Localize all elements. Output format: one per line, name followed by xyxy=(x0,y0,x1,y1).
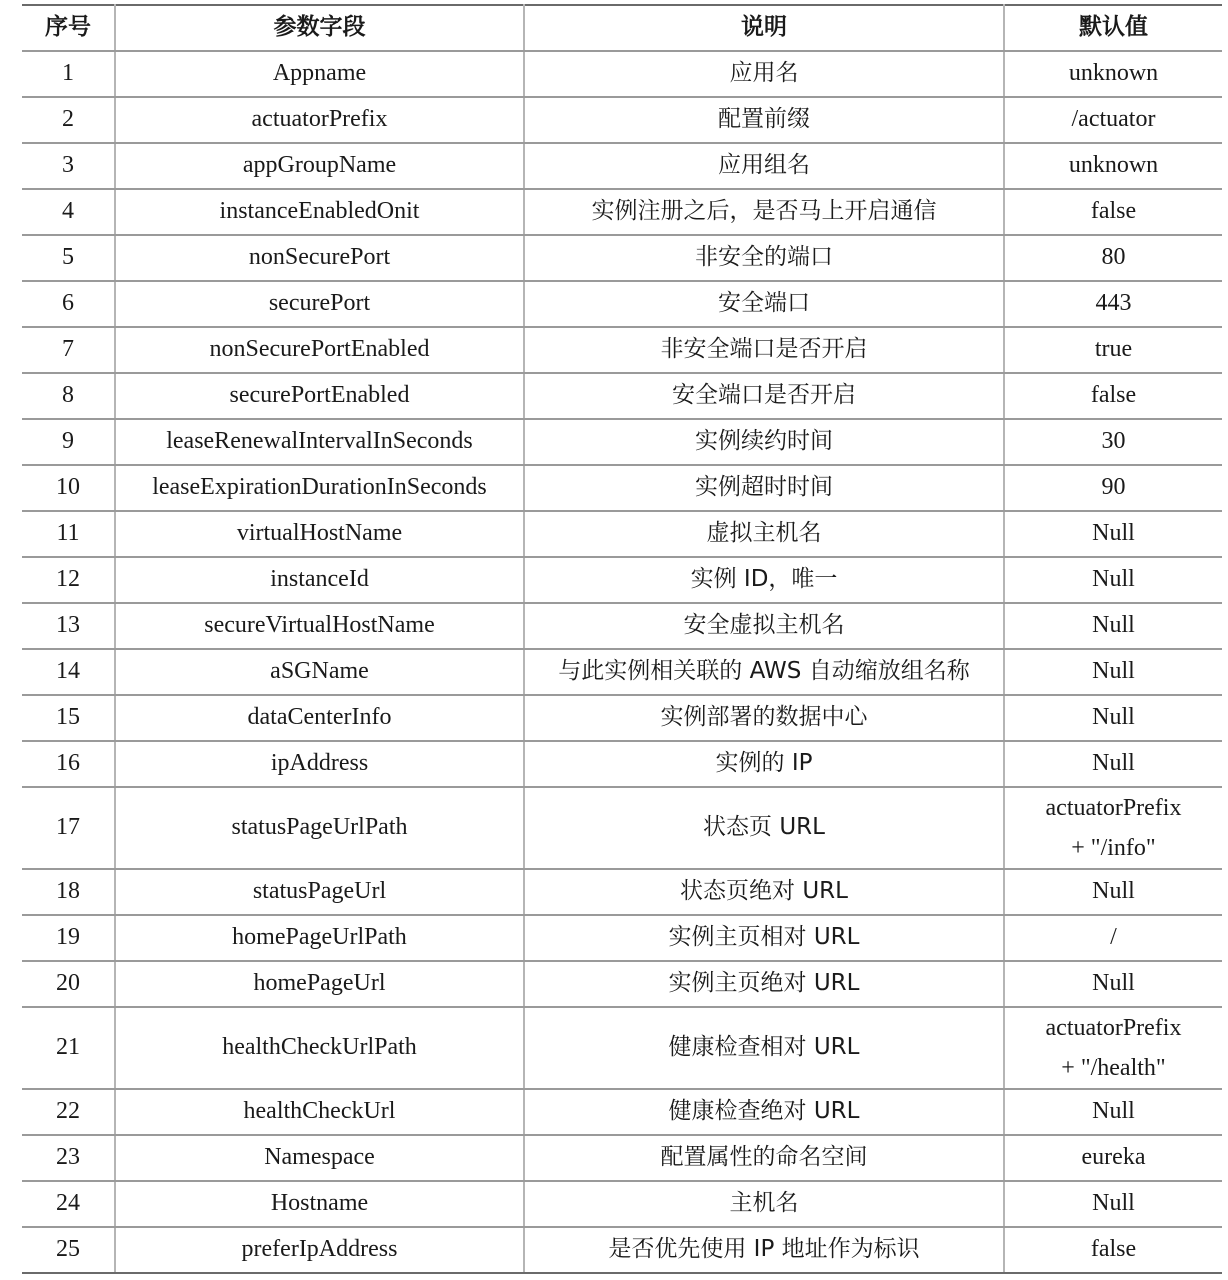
cell-param: actuatorPrefix xyxy=(115,97,524,143)
table-row xyxy=(22,787,1222,869)
cell-default: Null xyxy=(1004,511,1222,557)
cell-param: nonSecurePort xyxy=(115,235,524,281)
cell-index: 15 xyxy=(22,695,115,741)
table-row xyxy=(22,327,1222,373)
cell-param: instanceEnabledOnit xyxy=(115,189,524,235)
cell-description: 实例主页相对 URL xyxy=(524,915,1004,961)
table-row xyxy=(22,557,1222,603)
cell-index: 1 xyxy=(22,51,115,97)
cell-description: 实例的 IP xyxy=(524,741,1004,787)
cell-param: Namespace xyxy=(115,1135,524,1181)
cell-index: 16 xyxy=(22,741,115,787)
cell-index: 21 xyxy=(22,1007,115,1089)
cell-description: 配置属性的命名空间 xyxy=(524,1135,1004,1181)
parameter-table-container xyxy=(22,4,1222,1274)
cell-index: 20 xyxy=(22,961,115,1007)
cell-param: virtualHostName xyxy=(115,511,524,557)
cell-default: Null xyxy=(1004,603,1222,649)
cell-description: 应用组名 xyxy=(524,143,1004,189)
cell-index: 17 xyxy=(22,787,115,869)
cell-description: 主机名 xyxy=(524,1181,1004,1227)
cell-description: 状态页绝对 URL xyxy=(524,869,1004,915)
table-row xyxy=(22,695,1222,741)
table-row xyxy=(22,235,1222,281)
cell-index: 24 xyxy=(22,1181,115,1227)
cell-default xyxy=(1004,1007,1222,1089)
table-row xyxy=(22,511,1222,557)
cell-default-line: actuatorPrefix xyxy=(1045,1015,1182,1041)
table-row xyxy=(22,1135,1222,1181)
cell-default: Null xyxy=(1004,1181,1222,1227)
cell-index: 3 xyxy=(22,143,115,189)
cell-default xyxy=(1004,787,1222,869)
header-index: 序号 xyxy=(22,5,115,51)
cell-description: 非安全的端口 xyxy=(524,235,1004,281)
cell-default-line: + "/info" xyxy=(1071,835,1156,861)
cell-description: 虚拟主机名 xyxy=(524,511,1004,557)
cell-description: 健康检查绝对 URL xyxy=(524,1089,1004,1135)
cell-param: healthCheckUrl xyxy=(115,1089,524,1135)
cell-default: Null xyxy=(1004,961,1222,1007)
cell-default: 90 xyxy=(1004,465,1222,511)
cell-default: Null xyxy=(1004,1089,1222,1135)
cell-description: 安全端口 xyxy=(524,281,1004,327)
cell-index: 11 xyxy=(22,511,115,557)
cell-description: 与此实例相关联的 AWS 自动缩放组名称 xyxy=(524,649,1004,695)
table-row xyxy=(22,51,1222,97)
cell-description: 实例部署的数据中心 xyxy=(524,695,1004,741)
cell-default: unknown xyxy=(1004,143,1222,189)
table-row xyxy=(22,1227,1222,1273)
header-param: 参数字段 xyxy=(115,5,524,51)
table-row xyxy=(22,869,1222,915)
cell-description: 健康检查相对 URL xyxy=(524,1007,1004,1089)
cell-index: 22 xyxy=(22,1089,115,1135)
table-row xyxy=(22,465,1222,511)
cell-description: 安全虚拟主机名 xyxy=(524,603,1004,649)
cell-param: healthCheckUrlPath xyxy=(115,1007,524,1089)
cell-description: 实例注册之后，是否马上开启通信 xyxy=(524,189,1004,235)
cell-default: 30 xyxy=(1004,419,1222,465)
cell-default: Null xyxy=(1004,649,1222,695)
table-row xyxy=(22,1007,1222,1089)
cell-param: secureVirtualHostName xyxy=(115,603,524,649)
cell-description: 安全端口是否开启 xyxy=(524,373,1004,419)
cell-param: securePortEnabled xyxy=(115,373,524,419)
table-row xyxy=(22,143,1222,189)
cell-default: false xyxy=(1004,373,1222,419)
cell-index: 12 xyxy=(22,557,115,603)
cell-param: Appname xyxy=(115,51,524,97)
cell-default: / xyxy=(1004,915,1222,961)
cell-param: leaseExpirationDurationInSeconds xyxy=(115,465,524,511)
table-header-row xyxy=(22,5,1222,51)
cell-default-line: + "/health" xyxy=(1061,1055,1166,1081)
cell-default: 80 xyxy=(1004,235,1222,281)
cell-description: 实例 ID，唯一 xyxy=(524,557,1004,603)
cell-description: 实例超时时间 xyxy=(524,465,1004,511)
table-row xyxy=(22,1089,1222,1135)
cell-index: 13 xyxy=(22,603,115,649)
table-row xyxy=(22,1181,1222,1227)
cell-param: instanceId xyxy=(115,557,524,603)
cell-default: eureka xyxy=(1004,1135,1222,1181)
table-row xyxy=(22,741,1222,787)
cell-param: dataCenterInfo xyxy=(115,695,524,741)
cell-description: 非安全端口是否开启 xyxy=(524,327,1004,373)
cell-description: 状态页 URL xyxy=(524,787,1004,869)
cell-default: true xyxy=(1004,327,1222,373)
parameter-table xyxy=(22,4,1222,1274)
cell-default: false xyxy=(1004,189,1222,235)
cell-param: leaseRenewalIntervalInSeconds xyxy=(115,419,524,465)
cell-param: homePageUrl xyxy=(115,961,524,1007)
table-row xyxy=(22,97,1222,143)
cell-description: 实例主页绝对 URL xyxy=(524,961,1004,1007)
table-row xyxy=(22,915,1222,961)
table-row xyxy=(22,961,1222,1007)
cell-param: ipAddress xyxy=(115,741,524,787)
cell-param: homePageUrlPath xyxy=(115,915,524,961)
cell-param: preferIpAddress xyxy=(115,1227,524,1273)
cell-index: 5 xyxy=(22,235,115,281)
cell-index: 7 xyxy=(22,327,115,373)
table-row xyxy=(22,373,1222,419)
cell-param: nonSecurePortEnabled xyxy=(115,327,524,373)
header-default: 默认值 xyxy=(1004,5,1222,51)
header-description: 说明 xyxy=(524,5,1004,51)
cell-default: 443 xyxy=(1004,281,1222,327)
cell-index: 19 xyxy=(22,915,115,961)
cell-param: aSGName xyxy=(115,649,524,695)
table-row xyxy=(22,603,1222,649)
cell-description: 实例续约时间 xyxy=(524,419,1004,465)
cell-index: 25 xyxy=(22,1227,115,1273)
cell-index: 9 xyxy=(22,419,115,465)
cell-index: 2 xyxy=(22,97,115,143)
cell-description: 应用名 xyxy=(524,51,1004,97)
cell-index: 23 xyxy=(22,1135,115,1181)
cell-param: appGroupName xyxy=(115,143,524,189)
table-row xyxy=(22,649,1222,695)
cell-default: Null xyxy=(1004,741,1222,787)
cell-default: Null xyxy=(1004,869,1222,915)
cell-param: Hostname xyxy=(115,1181,524,1227)
cell-default: Null xyxy=(1004,557,1222,603)
cell-param: statusPageUrl xyxy=(115,869,524,915)
cell-index: 4 xyxy=(22,189,115,235)
cell-description: 是否优先使用 IP 地址作为标识 xyxy=(524,1227,1004,1273)
cell-default: unknown xyxy=(1004,51,1222,97)
table-row xyxy=(22,281,1222,327)
cell-default-line: actuatorPrefix xyxy=(1045,795,1182,821)
cell-index: 14 xyxy=(22,649,115,695)
cell-default: Null xyxy=(1004,695,1222,741)
cell-index: 18 xyxy=(22,869,115,915)
cell-index: 8 xyxy=(22,373,115,419)
table-row xyxy=(22,189,1222,235)
cell-description: 配置前缀 xyxy=(524,97,1004,143)
table-row xyxy=(22,419,1222,465)
cell-default: false xyxy=(1004,1227,1222,1273)
cell-index: 10 xyxy=(22,465,115,511)
cell-param: securePort xyxy=(115,281,524,327)
cell-param: statusPageUrlPath xyxy=(115,787,524,869)
cell-default: /actuator xyxy=(1004,97,1222,143)
cell-index: 6 xyxy=(22,281,115,327)
